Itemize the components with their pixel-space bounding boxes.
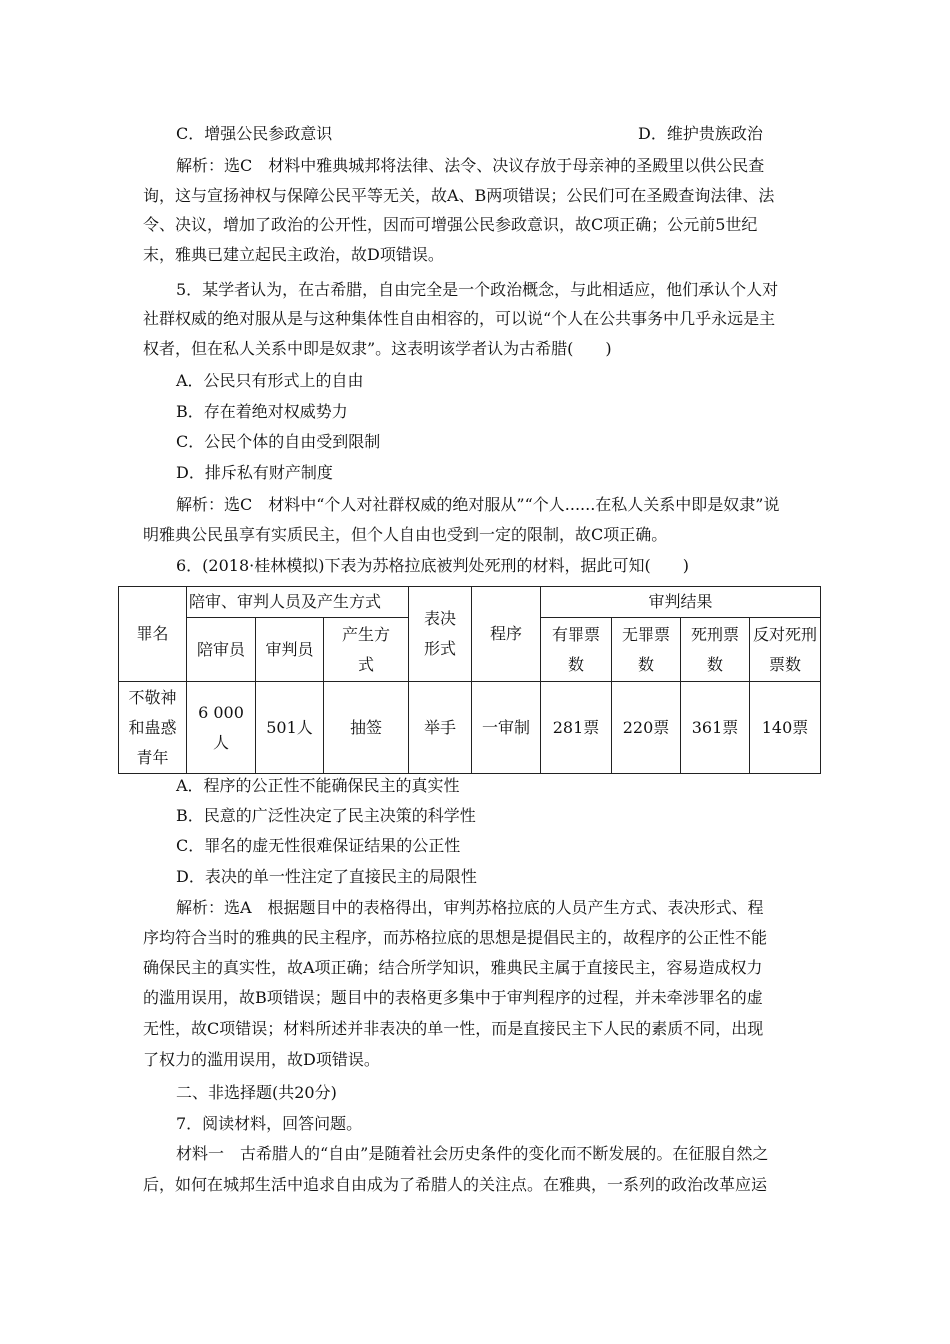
section-title: 二、非选择题(共20分) <box>176 1083 337 1102</box>
q4-option-d[interactable]: D．维护贵族政治 <box>638 124 763 143</box>
q5-stem-line: 5．某学者认为，在古希腊，自由完全是一个政治概念，与此相适应，他们承认个人对 <box>176 280 779 299</box>
cell-procedure: 一审制 <box>472 682 541 774</box>
q5-stem-line: 社群权威的绝对服从是与这种集体性自由相容的，可以说“个人在公共事务中几乎永远是主 <box>143 309 776 328</box>
q5-option-b[interactable]: B．存在着绝对权威势力 <box>176 402 348 421</box>
header-against-death-votes: 反对死刑票数 <box>750 618 821 682</box>
q5-option-c[interactable]: C．公民个体的自由受到限制 <box>176 432 381 451</box>
header-innocent-votes: 无罪票数 <box>612 618 681 682</box>
q6-analysis-line: 无性，故C项错误；材料所述并非表决的单一性，而是直接民主下人民的素质不同，出现 <box>143 1019 764 1038</box>
q6-analysis-line: 解析：选A 根据题目中的表格得出，审判苏格拉底的人员产生方式、表决形式、程 <box>176 898 764 917</box>
q7-stem: 7．阅读材料，回答问题。 <box>176 1114 363 1133</box>
q7-material-line: 后，如何在城邦生活中追求自由成为了希腊人的关注点。在雅典，一系列的政治改革应运 <box>143 1175 768 1194</box>
cell-judge: 501人 <box>256 682 324 774</box>
header-vote-form: 表决形式 <box>409 587 472 682</box>
q6-option-d[interactable]: D．表决的单一性注定了直接民主的局限性 <box>176 867 477 886</box>
q6-stem: 6．(2018·桂林模拟)下表为苏格拉底被判处死刑的材料，据此可知( ) <box>176 556 689 575</box>
cell-vote-form: 举手 <box>409 682 472 774</box>
q6-option-a[interactable]: A．程序的公正性不能确保民主的真实性 <box>176 776 460 795</box>
q5-option-d[interactable]: D．排斥私有财产制度 <box>176 463 333 482</box>
q4-analysis-line: 令、决议，增加了政治的公开性，因而可增强公民参政意识，故C项正确；公元前5世纪 <box>143 215 758 234</box>
q6-analysis-line: 了权力的滥用误用，故D项错误。 <box>143 1050 380 1069</box>
socrates-trial-table <box>118 586 821 774</box>
header-death-votes: 死刑票数 <box>681 618 750 682</box>
header-personnel: 陪审、审判人员及产生方式 <box>187 587 409 618</box>
q5-analysis-line: 明雅典公民虽享有实质民主，但个人自由也受到一定的限制，故C项正确。 <box>143 525 668 544</box>
cell-method: 抽签 <box>324 682 409 774</box>
q4-option-c[interactable]: C．增强公民参政意识 <box>176 124 333 143</box>
cell-guilty-votes: 281票 <box>541 682 612 774</box>
cell-innocent-votes: 220票 <box>612 682 681 774</box>
q6-option-c[interactable]: C．罪名的虚无性很难保证结果的公正性 <box>176 836 461 855</box>
q5-stem-line: 权者，但在私人关系中即是奴隶”。这表明该学者认为古希腊( ) <box>143 339 612 358</box>
header-procedure: 程序 <box>472 587 541 682</box>
header-result: 审判结果 <box>541 587 821 618</box>
q5-option-a[interactable]: A．公民只有形式上的自由 <box>176 371 364 390</box>
q4-analysis-line: 询，这与宣扬神权与保障公民平等无关，故A、B两项错误；公民们可在圣殿查询法律、法 <box>143 186 775 205</box>
q6-analysis-line: 确保民主的真实性，故A项正确；结合所学知识，雅典民主属于直接民主，容易造成权力 <box>143 958 763 977</box>
header-method: 产生方式 <box>324 618 409 682</box>
header-juror: 陪审员 <box>187 618 256 682</box>
q4-analysis-line: 末，雅典已建立起民主政治，故D项错误。 <box>143 245 444 264</box>
cell-crime: 不敬神和蛊惑青年 <box>119 682 187 774</box>
q7-material-line: 材料一 古希腊人的“自由”是随着社会历史条件的变化而不断发展的。在征服自然之 <box>176 1144 769 1163</box>
q5-analysis-line: 解析：选C 材料中“个人对社群权威的绝对服从”“个人......在私人关系中即是奴隶”说 <box>176 495 780 514</box>
cell-against-death-votes: 140票 <box>750 682 821 774</box>
q4-analysis-line: 解析：选C 材料中雅典城邦将法律、法令、决议存放于母亲神的圣殿里以供公民查 <box>176 156 765 175</box>
q6-option-b[interactable]: B．民意的广泛性决定了民主决策的科学性 <box>176 806 476 825</box>
q6-analysis-line: 序均符合当时的雅典的民主程序，而苏格拉底的思想是提倡民主的，故程序的公正性不能 <box>143 928 768 947</box>
header-guilty-votes: 有罪票数 <box>541 618 612 682</box>
cell-death-votes: 361票 <box>681 682 750 774</box>
header-crime: 罪名 <box>119 587 187 682</box>
q4-options-row <box>176 124 842 144</box>
header-judge: 审判员 <box>256 618 324 682</box>
q6-analysis-line: 的滥用误用，故B项错误；题目中的表格更多集中于审判程序的过程，并未牵涉罪名的虚 <box>143 988 763 1007</box>
cell-juror: 6 000人 <box>187 682 256 774</box>
